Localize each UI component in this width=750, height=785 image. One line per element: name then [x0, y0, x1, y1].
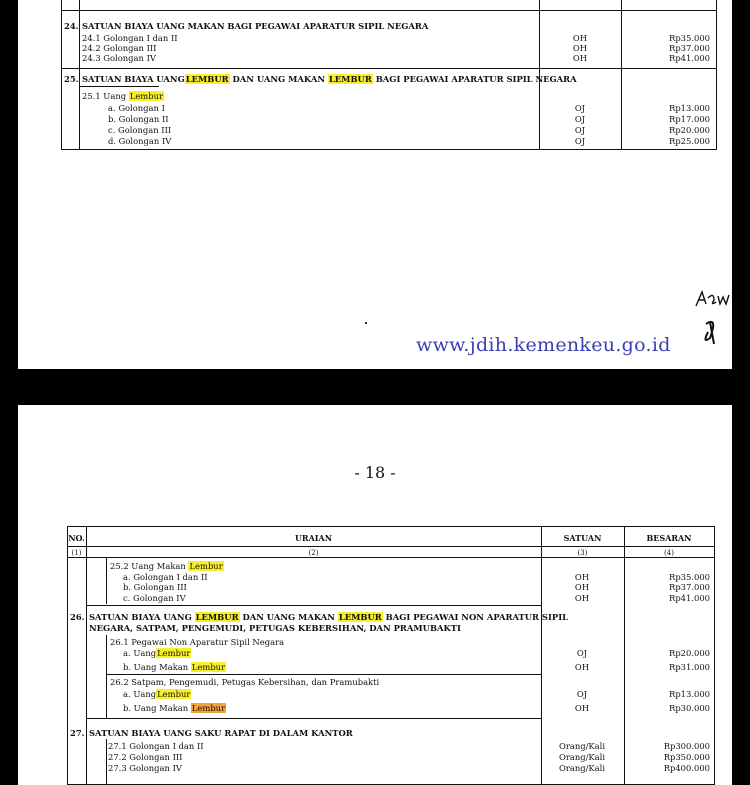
section-number: 25. [64, 74, 79, 84]
table-border-right [716, 0, 717, 150]
signature-mark [692, 288, 732, 348]
list-item: 24.3 Golongan IV [82, 53, 156, 63]
subsection-label: 25.2 Uang Makan Lembur [110, 561, 223, 571]
header-uraian: URAIAN [294, 533, 333, 543]
subsection-label: 26.2 Satpam, Pengemudi, Petugas Kebersihan, dan Pramubakti [110, 677, 380, 687]
table-row-divider [61, 68, 717, 69]
list-item: b. Uang Makan Lembur [123, 703, 226, 713]
header-no: NO. [68, 533, 85, 543]
besaran-cell: Rp35.000 [669, 33, 710, 43]
section-number: 27. [70, 728, 85, 738]
highlight: Lembur [129, 91, 163, 101]
section-title: SATUAN BIAYA UANG LEMBUR DAN UANG MAKAN LEMBUR BAGI PEGAWAI NON APARATUR SIPIL [89, 612, 568, 622]
subsection-bracket [106, 558, 107, 604]
table-column-divider [79, 0, 80, 150]
besaran-cell: Rp31.000 [669, 662, 710, 672]
list-item: 27.3 Golongan IV [108, 763, 182, 773]
satuan-cell: OJ [576, 689, 588, 699]
section-title: SATUAN BIAYA UANG MAKAN BAGI PEGAWAI APARATUR SIPIL NEGARA [82, 21, 429, 31]
list-item: 24.1 Golongan I dan II [82, 33, 178, 43]
list-item: a. UangLembur [123, 648, 191, 658]
table-header-divider [67, 546, 715, 547]
besaran-cell: Rp41.000 [669, 53, 710, 63]
table-border-left [61, 0, 62, 150]
table-row-divider [61, 10, 717, 11]
besaran-cell: Rp17.000 [669, 114, 710, 124]
besaran-cell: Rp400.000 [663, 763, 710, 773]
subsection-underline [79, 86, 159, 87]
highlight: Lembur [157, 689, 191, 699]
list-item: c. Golongan IV [123, 593, 186, 603]
highlight: Lembur [189, 561, 223, 571]
besaran-cell: Rp41.000 [669, 593, 710, 603]
highlight: LEMBUR [185, 74, 229, 84]
list-item: d. Golongan IV [108, 136, 172, 146]
besaran-cell: Rp35.000 [669, 572, 710, 582]
satuan-cell: OH [574, 662, 590, 672]
satuan-cell: OH [572, 53, 588, 63]
satuan-cell: OJ [574, 125, 586, 135]
subsection-divider [106, 674, 541, 675]
besaran-cell: Rp37.000 [669, 43, 710, 53]
header-satuan-index: (3) [577, 549, 588, 557]
satuan-cell: OH [574, 593, 590, 603]
besaran-cell: Rp25.000 [669, 136, 710, 146]
subsection-bracket [106, 635, 107, 718]
subsection-label: 26.1 Pegawai Non Aparatur Sipil Negara [110, 637, 285, 647]
website-url: www.jdih.kemenkeu.go.id [416, 334, 671, 356]
table-border-left [67, 526, 68, 785]
header-besaran-index: (4) [664, 549, 674, 557]
section-title-line2: NEGARA, SATPAM, PENGEMUDI, PETUGAS KEBERSIHAN, DAN PRAMUBAKTI [89, 623, 461, 633]
besaran-cell: Rp20.000 [669, 648, 710, 658]
list-item: a. Golongan I [108, 103, 165, 113]
highlight: Lembur [191, 662, 226, 672]
table-column-divider [86, 526, 87, 785]
table-bottom-border [61, 149, 717, 150]
table-border-right [714, 526, 715, 785]
satuan-cell: Orang/Kali [558, 741, 606, 751]
highlight: LEMBUR [195, 612, 239, 622]
satuan-cell: OJ [574, 136, 586, 146]
highlight: Lembur [157, 648, 191, 658]
section-number: 26. [70, 612, 85, 622]
satuan-cell: Orang/Kali [558, 763, 606, 773]
document-page-bottom [18, 405, 732, 785]
satuan-cell: OH [574, 582, 590, 592]
section-title: SATUAN BIAYA UANGLEMBUR DAN UANG MAKAN LEMBUR BAGI PEGAWAI APARATUR SIPIL NEGARA [82, 74, 577, 84]
speck [365, 322, 367, 324]
list-item: b. Uang Makan Lembur [123, 662, 226, 672]
besaran-cell: Rp13.000 [669, 103, 710, 113]
satuan-cell: OJ [574, 114, 586, 124]
satuan-cell: OH [574, 703, 590, 713]
satuan-cell: OH [572, 43, 588, 53]
besaran-cell: Rp350.000 [663, 752, 710, 762]
besaran-cell: Rp13.000 [669, 689, 710, 699]
subsection-bracket [106, 739, 107, 784]
list-item: c. Golongan III [108, 125, 172, 135]
section-divider [86, 718, 541, 719]
satuan-cell: OH [574, 572, 590, 582]
highlight: Lembur [191, 703, 226, 713]
besaran-cell: Rp37.000 [669, 582, 710, 592]
section-number: 24. [64, 21, 79, 31]
highlight: LEMBUR [328, 74, 372, 84]
page-number: - 18 - [354, 463, 396, 482]
besaran-cell: Rp20.000 [669, 125, 710, 135]
besaran-cell: Rp300.000 [663, 741, 710, 751]
satuan-cell: OJ [576, 648, 588, 658]
document-page-top [18, 0, 732, 369]
list-item: a. UangLembur [123, 689, 191, 699]
table-column-divider [541, 526, 542, 785]
list-item: a. Golongan I dan II [123, 572, 208, 582]
satuan-cell: OH [572, 33, 588, 43]
section-title: SATUAN BIAYA UANG SAKU RAPAT DI DALAM KANTOR [89, 728, 353, 738]
table-top-border [67, 526, 715, 527]
section-divider [86, 605, 541, 606]
list-item: 27.2 Golongan III [108, 752, 183, 762]
besaran-cell: Rp30.000 [669, 703, 710, 713]
header-no-index: (1) [71, 549, 82, 557]
header-satuan: SATUAN [563, 533, 602, 543]
satuan-cell: Orang/Kali [558, 752, 606, 762]
satuan-cell: OJ [574, 103, 586, 113]
list-item: 24.2 Golongan III [82, 43, 157, 53]
list-item: b. Golongan III [123, 582, 187, 592]
list-item: b. Golongan II [108, 114, 169, 124]
header-besaran: BESARAN [646, 533, 692, 543]
header-uraian-index: (2) [308, 549, 319, 557]
highlight: LEMBUR [338, 612, 382, 622]
subsection-label: 25.1 Uang Lembur [82, 91, 163, 101]
list-item: 27.1 Golongan I dan II [108, 741, 204, 751]
